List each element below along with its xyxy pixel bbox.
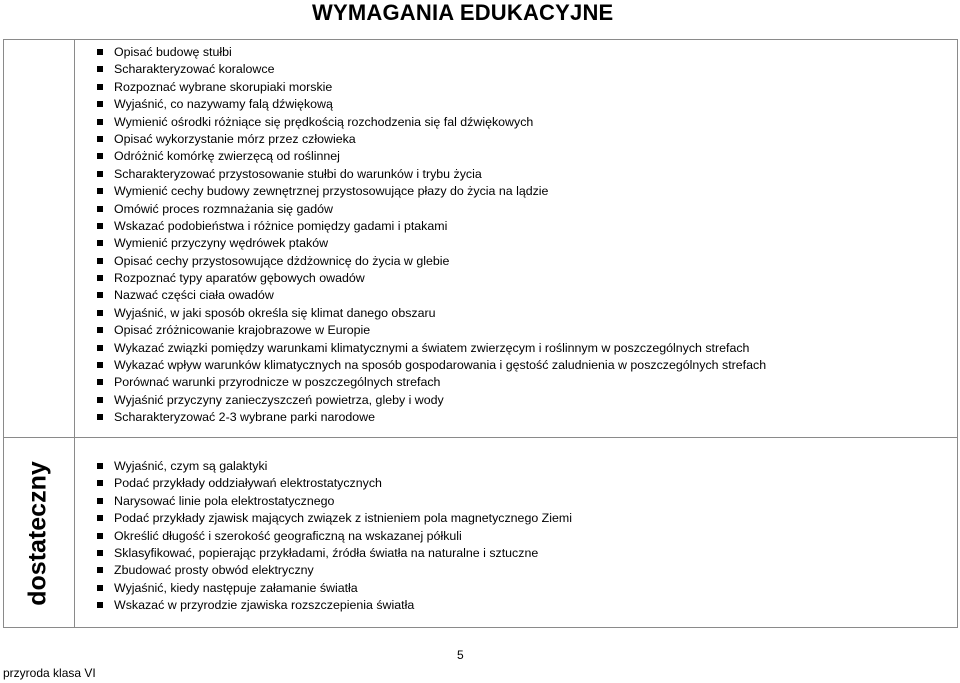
square-bullet-icon (97, 49, 103, 55)
square-bullet-icon (97, 153, 103, 159)
list-item (97, 562, 572, 579)
list-item (97, 357, 766, 374)
square-bullet-icon (97, 188, 103, 194)
list-item-text: Scharakteryzować przystosowanie stułbi do warunków i trybu życia (114, 166, 482, 181)
list-item (97, 201, 766, 218)
square-bullet-icon (97, 258, 103, 264)
square-bullet-icon (97, 480, 103, 486)
list-item-text: Wymienić cechy budowy zewnętrznej przystosowujące płazy do życia na lądzie (114, 184, 549, 199)
list-item (97, 253, 766, 270)
list-item (97, 235, 766, 252)
list-item-text: Opisać budowę stułbi (114, 45, 232, 59)
square-bullet-icon (97, 66, 103, 72)
list-item-text: Podać przykłady oddziaływań elektrostatycznych (114, 476, 382, 491)
list-item (97, 510, 572, 527)
list-item (97, 287, 766, 304)
square-bullet-icon (97, 533, 103, 539)
list-item-text: Rozpoznać typy aparatów gębowych owadów (114, 271, 365, 286)
square-bullet-icon (97, 327, 103, 333)
list-item-text: Scharakteryzować koralowce (114, 62, 275, 77)
list-item-text: Odróżnić komórkę zwierzęcą od roślinnej (114, 149, 340, 164)
list-item (97, 114, 766, 131)
grade-label: dostateczny (24, 460, 53, 606)
square-bullet-icon (97, 119, 103, 125)
list-item (97, 131, 766, 148)
table-border-right (957, 39, 958, 628)
requirements-list-bottom (97, 458, 572, 615)
list-item-text: Sklasyfikować, popierając przykładami, źródła światła na naturalne i sztuczne (114, 545, 539, 560)
list-item-text: Podać przykłady zjawisk mających związek z istnieniem pola magnetycznego Ziemi (114, 511, 572, 526)
list-item (97, 528, 572, 545)
square-bullet-icon (97, 379, 103, 385)
list-item-text: Wykazać wpływ warunków klimatycznych na sposób gospodarowania i gęstość zaludnienia w poszczególnych strefach (114, 358, 767, 373)
list-item (97, 166, 766, 183)
list-item (97, 218, 766, 235)
list-item-text: Omówić proces rozmnażania się gadów (114, 201, 333, 216)
list-item-text: Scharakteryzować 2-3 wybrane parki narodowe (114, 410, 376, 425)
table-border-bottom (3, 627, 958, 628)
square-bullet-icon (97, 585, 103, 591)
square-bullet-icon (97, 206, 103, 212)
square-bullet-icon (97, 84, 103, 90)
list-item-text: Wyjaśnić, w jaki sposób określa się klimat danego obszaru (114, 305, 436, 320)
list-item (97, 183, 766, 200)
list-item (97, 458, 572, 475)
square-bullet-icon (97, 498, 103, 504)
list-item-text: Wyjaśnić, czym są galaktyki (114, 459, 268, 473)
list-item (97, 79, 766, 96)
square-bullet-icon (97, 602, 103, 608)
list-item (97, 374, 766, 391)
page-title: WYMAGANIA EDUKACYJNE (312, 0, 614, 25)
square-bullet-icon (97, 463, 103, 469)
square-bullet-icon (97, 171, 103, 177)
list-item-text: Opisać zróżnicowanie krajobrazowe w Europie (114, 323, 371, 338)
column-divider (74, 39, 75, 628)
requirements-list-top (97, 44, 766, 427)
footer-subject: przyroda klasa VI (3, 666, 96, 680)
square-bullet-icon (97, 310, 103, 316)
list-item (97, 340, 766, 357)
list-item-text: Wyjaśnić, co nazywamy falą dźwiękową (114, 97, 333, 112)
list-item-text: Nazwać części ciała owadów (114, 288, 274, 303)
list-item (97, 270, 766, 287)
square-bullet-icon (97, 515, 103, 521)
square-bullet-icon (97, 550, 103, 556)
page-number: 5 (457, 648, 464, 662)
square-bullet-icon (97, 362, 103, 368)
square-bullet-icon (97, 567, 103, 573)
table-border-top (3, 39, 958, 40)
list-item (97, 305, 766, 322)
list-item-text: Zbudować prosty obwód elektryczny (114, 563, 314, 578)
square-bullet-icon (97, 397, 103, 403)
list-item (97, 96, 766, 113)
list-item (97, 597, 572, 614)
list-item (97, 409, 766, 426)
list-item-text: Wymienić ośrodki różniące się prędkością rozchodzenia się fal dźwiękowych (114, 114, 534, 129)
list-item-text: Wymienić przyczyny wędrówek ptaków (114, 236, 329, 251)
list-item (97, 580, 572, 597)
square-bullet-icon (97, 223, 103, 229)
grade-label-cell (3, 438, 74, 628)
list-item (97, 322, 766, 339)
list-item-text: Opisać wykorzystanie mórz przez człowieka (114, 131, 356, 146)
list-item-text: Wyjaśnić, kiedy następuje załamanie światła (114, 580, 358, 595)
list-item-text: Określić długość i szerokość geograficzną na wskazanej półkuli (114, 528, 462, 543)
list-item (97, 61, 766, 78)
list-item-text: Wskazać w przyrodzie zjawiska rozszczepienia światła (114, 598, 415, 613)
list-item (97, 44, 766, 61)
square-bullet-icon (97, 240, 103, 246)
list-item (97, 148, 766, 165)
list-item (97, 545, 572, 562)
square-bullet-icon (97, 275, 103, 281)
list-item-text: Porównać warunki przyrodnicze w poszczególnych strefach (114, 375, 441, 390)
square-bullet-icon (97, 292, 103, 298)
square-bullet-icon (97, 101, 103, 107)
list-item-text: Narysować linie pola elektrostatycznego (114, 493, 335, 508)
list-item-text: Wskazać podobieństwa i różnice pomiędzy gadami i ptakami (114, 218, 448, 233)
list-item-text: Opisać cechy przystosowujące dżdżownicę do życia w glebie (114, 253, 450, 268)
list-item (97, 493, 572, 510)
list-item-text: Wykazać związki pomiędzy warunkami klimatycznymi a światem zwierzęcym i roślinnym w poszczególnych strefach (114, 340, 750, 355)
square-bullet-icon (97, 136, 103, 142)
list-item-text: Wyjaśnić przyczyny zanieczyszczeń powietrza, gleby i wody (114, 392, 444, 407)
square-bullet-icon (97, 345, 103, 351)
list-item (97, 475, 572, 492)
list-item (97, 392, 766, 409)
square-bullet-icon (97, 414, 103, 420)
list-item-text: Rozpoznać wybrane skorupiaki morskie (114, 79, 333, 94)
row-divider (3, 437, 958, 438)
